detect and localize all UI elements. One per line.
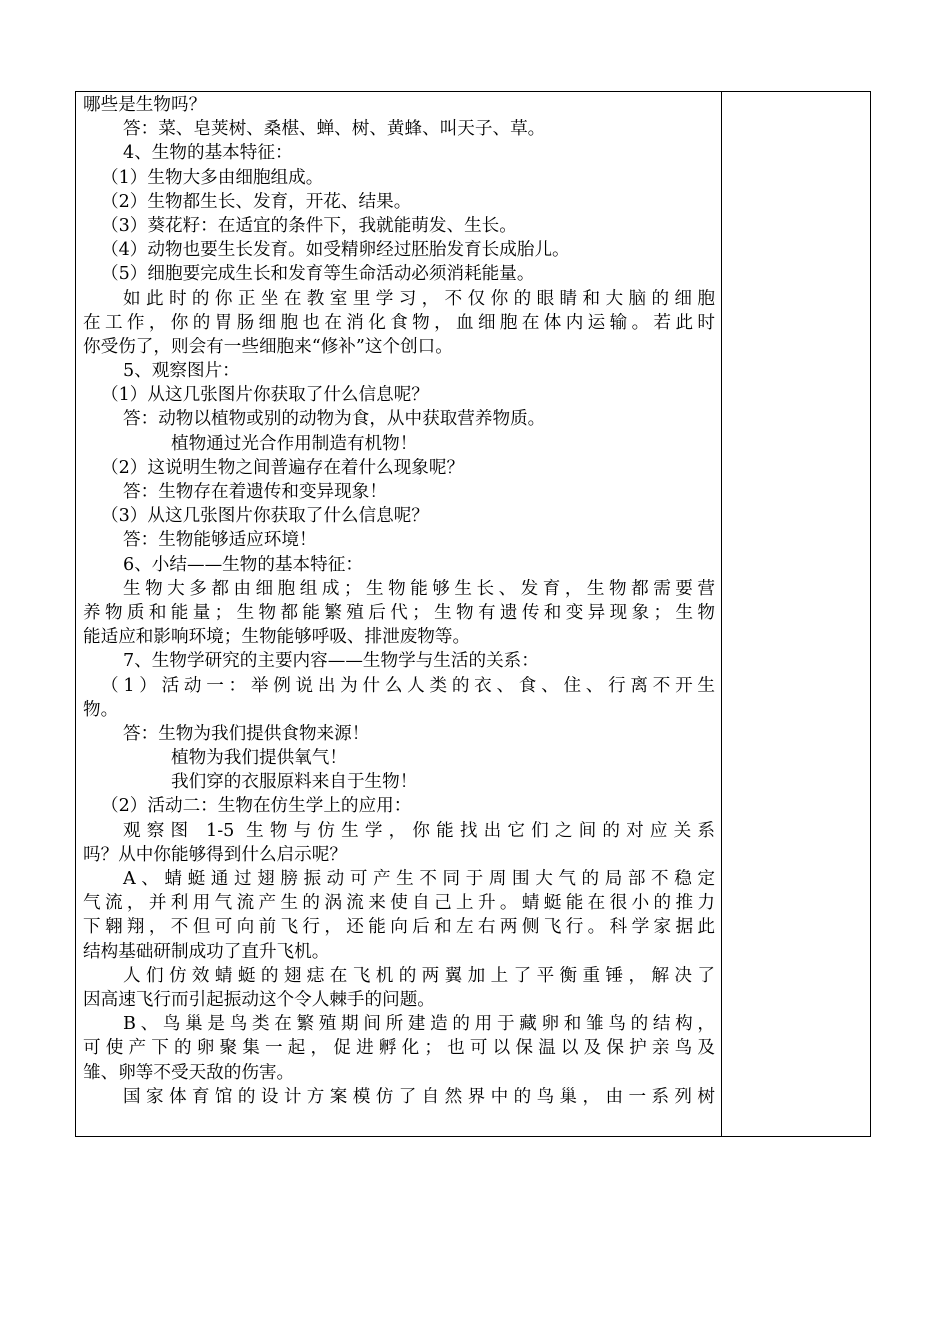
text-line: 观察图 1-5 生物与仿生学，你能找出它们之间的对应关系 (123, 820, 715, 841)
text-line: 我们穿的衣服原料来自于生物！ (171, 772, 418, 793)
text-line: 能适应和影响环境；生物能够呼吸、排泄废物等。 (83, 627, 471, 648)
text-line: （2）这说明生物之间普遍存在着什么现象呢？ (101, 457, 465, 478)
text-line: 答：生物为我们提供食物来源！ (123, 723, 370, 744)
text-line: 下翱翔，不但可向前飞行，还能向后和左右两侧飞行。科学家据此 (83, 917, 715, 938)
text-line: （4）动物也要生长发育。如受精卵经过胚胎发育长成胎儿。 (101, 240, 570, 261)
text-line: （5）细胞要完成生长和发育等生命活动必须消耗能量。 (101, 264, 535, 285)
text-line: （3）从这几张图片你获取了什么信息呢？ (101, 506, 429, 527)
content-cell (76, 92, 722, 1136)
text-line: 结构基础研制成功了直升飞机。 (83, 941, 330, 962)
text-line: 人们仿效蜻蜓的翅痣在飞机的两翼加上了平衡重锤，解决了 (123, 965, 715, 986)
text-line: （3）葵花籽：在适宜的条件下，我就能萌发、生长。 (101, 215, 517, 236)
text-line: 在工作，你的胃肠细胞也在消化食物，血细胞在体内运输。若此时 (83, 312, 715, 333)
text-line: 5、观察图片： (123, 361, 240, 382)
text-line: 答：生物能够适应环境！ (123, 530, 317, 551)
text-line: 7、生物学研究的主要内容——生物学与生活的关系： (123, 651, 539, 672)
text-line: A、蜻蜓通过翅膀振动可产生不同于周围大气的局部不稳定 (123, 869, 715, 889)
text-line: 因高速飞行而引起振动这个令人棘手的问题。 (83, 989, 435, 1010)
lesson-table (75, 91, 871, 1137)
text-line: 国家体育馆的设计方案模仿了自然界中的鸟巢，由一系列树 (123, 1086, 715, 1107)
text-line: 吗？从中你能够得到什么启示呢？ (83, 844, 347, 865)
text-line: 如此时的你正坐在教室里学习，不仅你的眼睛和大脑的细胞 (123, 288, 715, 309)
notes-cell (722, 92, 870, 1136)
text-line: （2）活动二：生物在仿生学上的应用： (101, 796, 412, 817)
text-line: 雏、卵等不受天敌的伤害。 (83, 1062, 295, 1083)
text-line: 气流，并利用气流产生的涡流来使自己上升。蜻蜓能在很小的推力 (83, 893, 715, 914)
text-line: 植物通过光合作用制造有机物！ (171, 433, 418, 454)
text-line: 答：动物以植物或别的动物为食，从中获取营养物质。 (123, 409, 546, 430)
lesson-text (83, 93, 715, 1109)
text-line: 答：菜、皂荚树、桑椹、蝉、树、黄蜂、叫天子、草。 (123, 119, 546, 140)
text-line: 答：生物存在着遗传和变异现象！ (123, 482, 387, 502)
text-line: （1）活动一：举例说出为什么人类的衣、食、住、行离不开生 (101, 675, 715, 696)
text-line: 6、小结——生物的基本特征： (123, 554, 363, 575)
text-line: 可使产下的卵聚集一起，促进孵化；也可以保温以及保护亲鸟及 (83, 1038, 715, 1059)
text-line: 4、生物的基本特征： (123, 143, 293, 164)
text-line: 生物大多都由细胞组成；生物能够生长、发育，生物都需要营 (123, 578, 715, 599)
text-line: （1）生物大多由细胞组成。 (101, 167, 324, 188)
text-line: （1）从这几张图片你获取了什么信息呢？ (101, 385, 429, 406)
text-line: B、鸟巢是鸟类在繁殖期间所建造的用于藏卵和雏鸟的结构， (123, 1014, 715, 1035)
text-line: 哪些是生物吗？ (83, 95, 207, 115)
text-line: 植物为我们提供氧气！ (171, 748, 347, 769)
text-line: （2）生物都生长、发育，开花、结果。 (101, 191, 412, 212)
text-line: 养物质和能量；生物都能繁殖后代；生物有遗传和变异现象；生物 (83, 602, 715, 623)
text-line: 物。 (83, 699, 119, 720)
text-line: 你受伤了，则会有一些细胞来“修补”这个创口。 (83, 336, 453, 357)
